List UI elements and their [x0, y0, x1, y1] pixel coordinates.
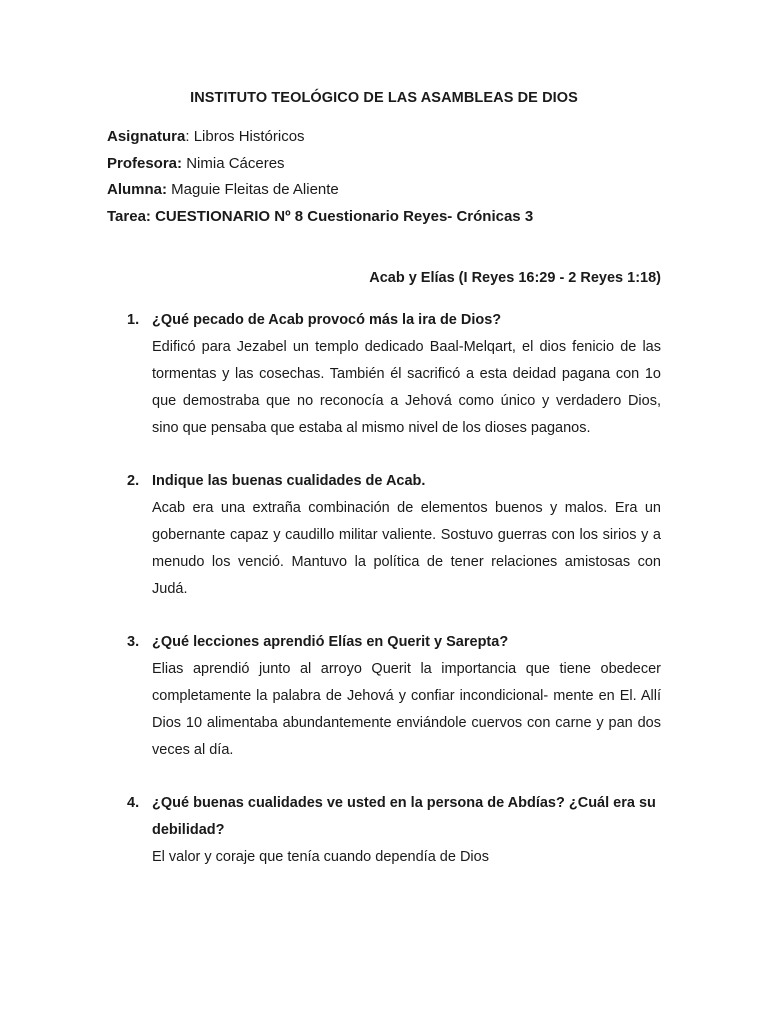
document-title: INSTITUTO TEOLÓGICO DE LAS ASAMBLEAS DE DIOS: [190, 90, 578, 106]
question-number: 1.: [127, 312, 140, 328]
subject-line: [107, 124, 533, 151]
answer-text: Acab era una extraña combinación de elementos buenos y malos. Era un gobernante capaz y caudillo militar valiente. Sostuvo guerras con los sirios y a menudo los venció. Mantuvo la política de tener relaciones amistosas con Judá.: [152, 500, 661, 597]
student-value: Maguie Fleitas de Aliente: [167, 181, 339, 198]
subject-label: Asignatura: [107, 128, 186, 145]
question-text: ¿Qué lecciones aprendió Elías en Querit y Sarepta?: [152, 634, 509, 650]
answer-text: Elias aprendió junto al arroyo Querit la importancia que tiene obedecer completamente la palabra de Jehová y confiar incondicional- mente en El. Allí Dios 10 alimentaba abundantemente enviándole cuervos con carne y pan dos veces al día.: [152, 661, 661, 758]
document-meta: [107, 124, 533, 230]
task-value: CUESTIONARIO Nº 8 Cuestionario Reyes- Crónicas 3: [150, 207, 534, 225]
question-item: [127, 629, 661, 764]
answer-text: Edificó para Jezabel un templo dedicado Baal-Melqart, el dios fenicio de las tormentas y las cosechas. También él sacrificó a esta deidad pagana con 1o que demostraba que no reconocía a Jehová como único y verdadero Dios, sino que pensaba que estaba al mismo nivel de los dioses paganos.: [152, 339, 661, 436]
question-number: 2.: [127, 473, 140, 489]
student-label: Alumna:: [107, 181, 167, 198]
question-list: [127, 307, 661, 871]
answer-text: El valor y coraje que tenía cuando dependía de Dios: [152, 849, 489, 865]
question-number: 4.: [127, 795, 140, 811]
task-label: Tarea:: [107, 207, 151, 225]
teacher-label: Profesora:: [107, 154, 183, 172]
question-text: ¿Qué pecado de Acab provocó más la ira de Dios?: [152, 312, 502, 328]
question-text: Indique las buenas cualidades de Acab.: [152, 473, 426, 489]
subject-value: : Libros Históricos: [185, 128, 305, 145]
section-heading: Acab y Elías (I Reyes 16:29 - 2 Reyes 1:18): [369, 270, 661, 286]
question-item: [127, 307, 661, 442]
question-text: ¿Qué buenas cualidades ve usted en la persona de Abdías? ¿Cuál era su debilidad?: [152, 795, 656, 838]
teacher-value: Nimia Cáceres: [182, 154, 285, 172]
question-item: [127, 468, 661, 603]
student-line: [107, 177, 533, 204]
task-line: [107, 204, 533, 231]
question-number: 3.: [127, 634, 140, 650]
teacher-line: [107, 151, 533, 178]
question-item: [127, 790, 661, 871]
